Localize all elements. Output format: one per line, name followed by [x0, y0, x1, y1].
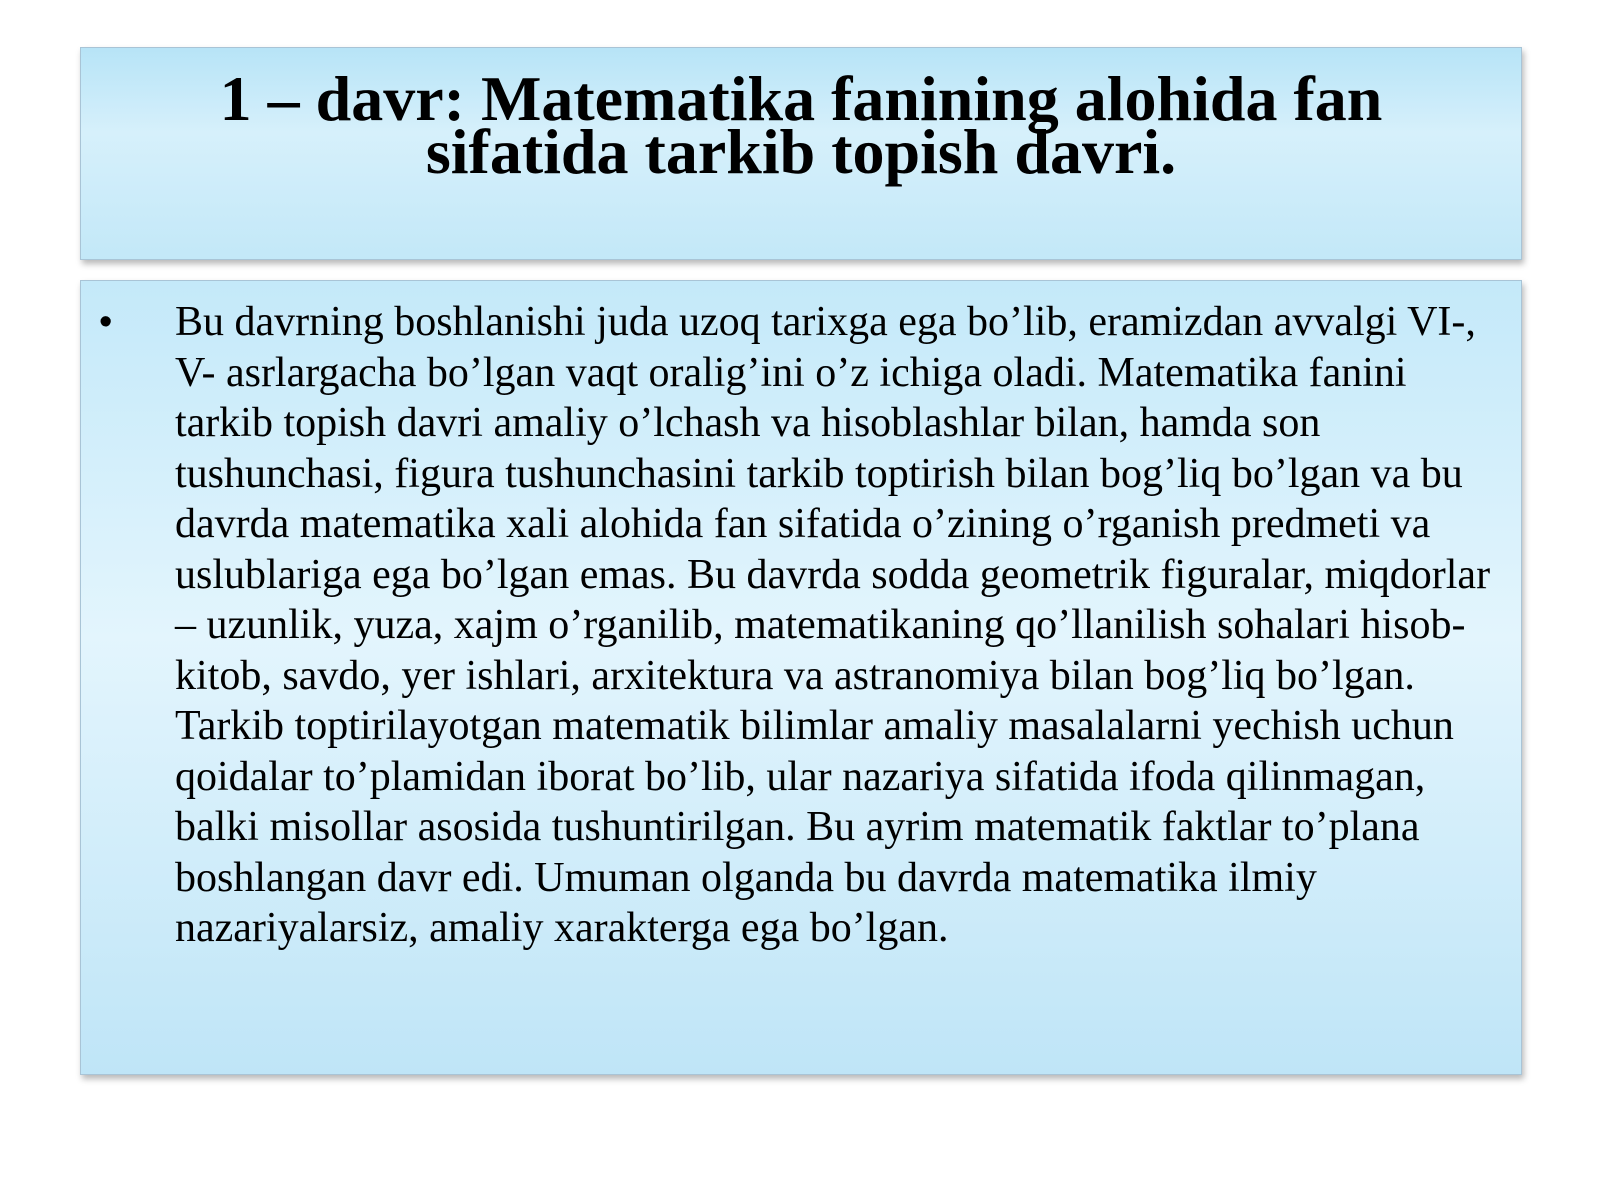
content-box	[80, 280, 1522, 1075]
bullet-item	[99, 297, 1507, 954]
bullet-icon: •	[99, 301, 113, 343]
slide-title: 1 – davr: Matematika fanining alohida fan sifatida tarkib topish davri.	[219, 63, 1383, 187]
title-box	[80, 47, 1522, 260]
body-text: Bu davrning boshlanishi juda uzoq tarixga ega bo’lib, eramizdan avvalgi VI-, V- asrlargacha bo’lgan vaqt oralig’ini o’z ichiga oladi. Matematika fanini tarkib topish davri amaliy o’lchash va hisoblashlar bilan, hamda son tushunchasi, figura tushunchasini tarkib toptirish bilan bog’liq bo’lgan va bu davrda matematika xali alohida fan sifatida o’zining o’rganish predmeti va uslublariga ega bo’lgan emas. Bu davrda sodda geometrik figuralar, miqdorlar – uzunlik, yuza, xajm o’rganilib, matematikaning qo’llanilish sohalari hisob-kitob, savdo, yer ishlari, arxitektura va astranomiya bilan bog’liq bo’lgan. Tarkib toptirilayotgan matematik bilimlar amaliy masalalarni yechish uchun qoidalar to’plamidan iborat bo’lib, ular nazariya sifatida ifoda qilinmagan, balki misollar asosida tushuntirilgan. Bu ayrim matematik faktlar to’plana boshlangan davr edi. Umuman olganda bu davrda matematika ilmiy nazariyalarsiz, amaliy xarakterga ega bo’lgan.	[175, 299, 1491, 951]
